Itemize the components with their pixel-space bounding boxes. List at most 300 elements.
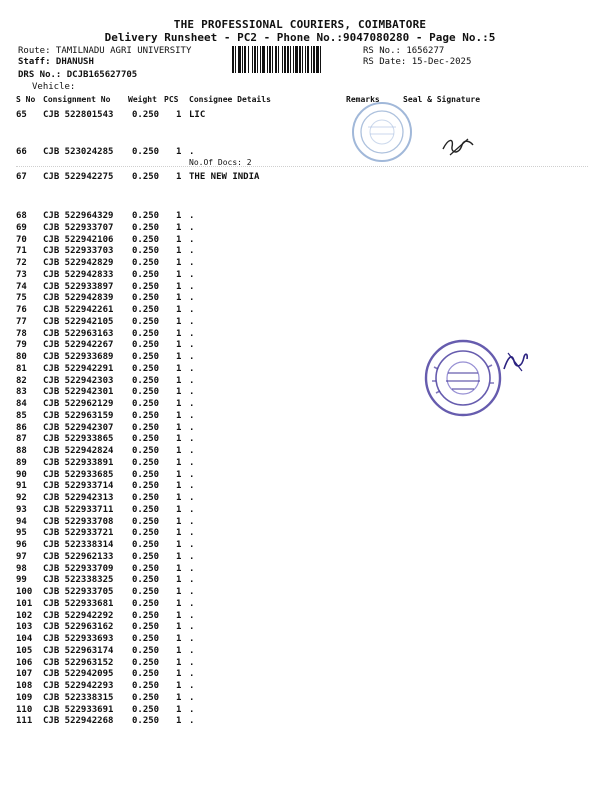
row-consignee: . [189,528,195,539]
row-pcs: 1 [176,387,182,398]
row-pcs: 1 [176,610,182,621]
row-consignment-no: CJB 522962129 [43,399,114,409]
table-row [0,634,600,646]
table-row [0,305,600,317]
row-sno: 85 [16,410,27,421]
row-divider [16,166,588,167]
row-consignment-no: CJB 522942303 [43,375,114,386]
row-consignee: . [189,551,195,562]
row-sno: 81 [16,363,27,374]
row-consignee: . [189,493,195,503]
table-row [0,423,600,435]
row-consignee: THE NEW INDIA [189,172,260,182]
row-weight: 0.250 [132,528,160,539]
row-pcs: 1 [176,493,182,503]
row-pcs: 1 [176,258,182,268]
row-sno: 109 [16,692,33,703]
row-consignee: . [189,434,195,445]
row-consignee: . [189,692,195,703]
row-weight: 0.250 [132,410,160,421]
row-sno: 75 [16,293,27,304]
barcode [232,46,360,73]
row-consignee: . [189,399,195,409]
row-consignment-no: CJB 522942292 [43,610,114,621]
row-weight: 0.250 [132,363,160,374]
row-pcs: 1 [176,563,182,574]
row-consignment-no: CJB 522942267 [43,340,114,351]
row-consignment-no: CJB 522964329 [43,211,114,221]
table-row [0,493,600,505]
row-sno: 82 [16,375,27,386]
row-sno: 90 [16,469,27,480]
row-pcs: 1 [176,446,182,456]
row-consignment-no: CJB 522933681 [43,598,114,609]
row-weight: 0.250 [132,281,160,292]
table-row [0,293,600,305]
col-pcs: PCS [164,95,179,104]
row-sno: 110 [16,704,33,715]
row-pcs: 1 [176,504,182,515]
row-sno: 102 [16,610,33,621]
row-consignee: . [189,457,195,468]
row-consignee: . [189,246,195,257]
row-weight: 0.250 [132,692,160,703]
row-sno: 84 [16,399,27,409]
row-consignee: . [189,622,195,633]
drs-number: DRS No.: DCJB165627705 [18,70,138,80]
row-pcs: 1 [176,481,182,492]
table-row [0,446,600,458]
row-sno: 70 [16,234,27,245]
row-consignment-no: CJB 522933685 [43,469,114,480]
row-consignment-no: CJB 522933691 [43,704,114,715]
row-weight: 0.250 [132,234,160,245]
row-consignee: . [189,258,195,268]
row-weight: 0.250 [132,610,160,621]
table-row [0,376,600,388]
row-consignee: . [189,375,195,386]
table-row [0,646,600,658]
row-consignment-no: CJB 522338325 [43,575,114,586]
row-consignment-no: CJB 522942839 [43,293,114,304]
row-sno: 97 [16,551,27,562]
row-consignment-no: CJB 522801543 [43,110,114,120]
col-sno: S No [16,95,36,104]
row-consignee: LIC [189,110,206,120]
row-sno: 96 [16,540,27,550]
row-sno: 66 [16,147,27,157]
row-consignment-no: CJB 522942268 [43,716,114,727]
row-pcs: 1 [176,704,182,715]
table-row [0,110,600,122]
table-row [0,329,600,341]
runsheet-subtitle: Delivery Runsheet - PC2 - Phone No.:9047080280 - Page No.:5 [104,31,496,44]
row-sno: 105 [16,645,33,656]
row-consignment-no: CJB 522942106 [43,234,114,245]
row-weight: 0.250 [132,246,160,257]
row-consignee: . [189,645,195,656]
row-consignment-no: CJB 522933703 [43,246,114,257]
row-pcs: 1 [176,716,182,727]
row-consignment-no: CJB 522942291 [43,363,114,374]
row-weight: 0.250 [132,457,160,468]
row-weight: 0.250 [132,269,160,280]
row-consignee: . [189,222,195,233]
row-consignment-no: CJB 522942307 [43,422,114,433]
signature-scribble-1 [440,133,476,159]
col-consignee: Consignee Details [189,95,271,104]
seal-stamp-2 [422,337,504,419]
row-pcs: 1 [176,434,182,445]
row-consignee: . [189,147,195,157]
row-consignment-no: CJB 522933897 [43,281,114,292]
table-row [0,434,600,446]
table-row [0,270,600,282]
row-sno: 98 [16,563,27,574]
row-pcs: 1 [176,340,182,351]
table-row [0,540,600,552]
table-row [0,458,600,470]
col-weight: Weight [128,95,157,104]
table-row [0,172,600,184]
row-consignment-no: CJB 522933707 [43,222,114,233]
table-row [0,716,600,728]
row-consignment-no: CJB 522963152 [43,657,114,668]
row-weight: 0.250 [132,493,160,503]
row-consignee: . [189,610,195,621]
table-row [0,564,600,576]
staff-label: Staff: DHANUSH [18,57,94,67]
table-row [0,693,600,705]
row-sno: 83 [16,387,27,398]
row-weight: 0.250 [132,563,160,574]
row-weight: 0.250 [132,622,160,633]
row-pcs: 1 [176,246,182,257]
row-weight: 0.250 [132,481,160,492]
route-label: Route: TAMILNADU AGRI UNIVERSITY [18,46,192,56]
row-weight: 0.250 [132,147,160,157]
row-sno: 103 [16,622,33,633]
row-consignment-no: CJB 522933689 [43,352,114,362]
row-consignee: . [189,316,195,327]
table-header [0,95,600,107]
row-consignee: . [189,504,195,515]
row-weight: 0.250 [132,540,160,550]
row-sno: 73 [16,269,27,280]
row-consignee: . [189,716,195,727]
row-pcs: 1 [176,551,182,562]
row-consignment-no: CJB 522942293 [43,681,114,691]
row-weight: 0.250 [132,316,160,327]
row-weight: 0.250 [132,222,160,233]
row-consignee: . [189,269,195,280]
row-sno: 106 [16,657,33,668]
row-pcs: 1 [176,293,182,304]
row-consignment-no: CJB 522933721 [43,528,114,539]
row-pcs: 1 [176,147,182,157]
row-consignment-no: CJB 522962133 [43,551,114,562]
row-pcs: 1 [176,269,182,280]
row-pcs: 1 [176,634,182,644]
row-consignment-no: CJB 522942275 [43,172,114,182]
row-consignee: . [189,563,195,574]
table-row [0,282,600,294]
table-row [0,411,600,423]
row-consignment-no: CJB 522933709 [43,563,114,574]
row-sno: 87 [16,434,27,445]
row-sno: 72 [16,258,27,268]
table-row [0,235,600,247]
row-sno: 93 [16,504,27,515]
row-consignee: . [189,281,195,292]
table-row [0,246,600,258]
table-row [0,552,600,564]
row-consignee: . [189,363,195,374]
row-consignee: . [189,469,195,480]
row-consignment-no: CJB 522942829 [43,258,114,268]
row-weight: 0.250 [132,434,160,445]
row-pcs: 1 [176,657,182,668]
table-row [0,505,600,517]
row-consignee: . [189,587,195,597]
row-consignee: . [189,598,195,609]
rs-number: RS No.: 1656277 [363,46,445,56]
row-weight: 0.250 [132,516,160,527]
row-pcs: 1 [176,681,182,691]
col-remarks: Remarks [346,95,380,104]
row-weight: 0.250 [132,352,160,362]
table-row [0,587,600,599]
row-sno: 78 [16,328,27,339]
row-consignment-no: CJB 522963174 [43,645,114,656]
row-consignee: . [189,634,195,644]
row-weight: 0.250 [132,575,160,586]
row-pcs: 1 [176,110,182,120]
row-pcs: 1 [176,516,182,527]
row-consignee: . [189,328,195,339]
company-title: THE PROFESSIONAL COURIERS, COIMBATORE [173,18,427,31]
row-pcs: 1 [176,305,182,315]
row-consignee: . [189,481,195,492]
row-sno: 101 [16,598,33,609]
row-pcs: 1 [176,587,182,597]
table-row [0,611,600,623]
row-pcs: 1 [176,222,182,233]
row-pcs: 1 [176,410,182,421]
row-consignment-no: CJB 522933891 [43,457,114,468]
row-pcs: 1 [176,422,182,433]
row-sno: 69 [16,222,27,233]
row-pcs: 1 [176,363,182,374]
row-consignee: . [189,305,195,315]
table-row [0,147,600,159]
row-pcs: 1 [176,669,182,680]
table-row [0,681,600,693]
table-row [0,387,600,399]
row-sno: 77 [16,316,27,327]
row-sno: 107 [16,669,33,680]
row-weight: 0.250 [132,634,160,644]
row-pcs: 1 [176,457,182,468]
row-pcs: 1 [176,622,182,633]
row-consignee: . [189,387,195,398]
seal-stamp-1 [350,100,414,164]
row-pcs: 1 [176,598,182,609]
table-row [0,317,600,329]
row-weight: 0.250 [132,387,160,398]
row-weight: 0.250 [132,422,160,433]
row-consignment-no: CJB 523024285 [43,147,114,157]
row-weight: 0.250 [132,399,160,409]
row-sno: 79 [16,340,27,351]
row-consignment-no: CJB 522933711 [43,504,114,515]
row-consignee: . [189,211,195,221]
row-sno: 108 [16,681,33,691]
row-consignment-no: CJB 522942095 [43,669,114,680]
row-sno: 95 [16,528,27,539]
row-consignment-no: CJB 522942261 [43,305,114,315]
row-consignee: . [189,410,195,421]
row-weight: 0.250 [132,704,160,715]
row-weight: 0.250 [132,645,160,656]
row-sno: 67 [16,172,27,182]
row-consignment-no: CJB 522963162 [43,622,114,633]
row-weight: 0.250 [132,172,160,182]
row-weight: 0.250 [132,669,160,680]
row-consignment-no: CJB 522933708 [43,516,114,527]
row-pcs: 1 [176,352,182,362]
row-pcs: 1 [176,540,182,550]
row-consignment-no: CJB 522963163 [43,328,114,339]
row-consignment-no: CJB 522338314 [43,540,114,550]
row-consignee: . [189,575,195,586]
row-sno: 65 [16,110,27,120]
signature-scribble-2 [500,347,530,375]
row-pcs: 1 [176,469,182,480]
table-row [0,481,600,493]
row-consignee: . [189,704,195,715]
table-row [0,669,600,681]
table-row [0,211,600,223]
row-weight: 0.250 [132,469,160,480]
row-sno: 89 [16,457,27,468]
col-consignment: Consignment No [43,95,111,104]
row-consignee: . [189,657,195,668]
row-weight: 0.250 [132,587,160,597]
row-pcs: 1 [176,211,182,221]
row-consignee: . [189,669,195,680]
row-consignment-no: CJB 522942824 [43,446,114,456]
row-sno: 86 [16,422,27,433]
row-sno: 94 [16,516,27,527]
table-row [0,470,600,482]
row-consignment-no: CJB 522933865 [43,434,114,445]
docs-note: No.Of Docs: 2 [189,158,252,167]
row-pcs: 1 [176,692,182,703]
row-sno: 88 [16,446,27,456]
row-consignee: . [189,234,195,245]
row-weight: 0.250 [132,305,160,315]
rs-date: RS Date: 15-Dec-2025 [363,57,472,67]
row-pcs: 1 [176,316,182,327]
row-sno: 68 [16,211,27,221]
row-sno: 104 [16,634,33,644]
row-weight: 0.250 [132,340,160,351]
barcode-bar [321,46,323,73]
row-consignment-no: CJB 522933714 [43,481,114,492]
row-weight: 0.250 [132,293,160,304]
row-sno: 92 [16,493,27,503]
row-sno: 80 [16,352,27,362]
row-pcs: 1 [176,528,182,539]
table-row [0,705,600,717]
row-consignment-no: CJB 522933705 [43,587,114,597]
row-pcs: 1 [176,645,182,656]
row-weight: 0.250 [132,110,160,120]
row-weight: 0.250 [132,681,160,691]
row-sno: 91 [16,481,27,492]
table-row [0,528,600,540]
row-consignee: . [189,681,195,691]
row-pcs: 1 [176,234,182,245]
table-row [0,658,600,670]
row-sno: 74 [16,281,27,292]
row-sno: 111 [16,716,33,727]
row-sno: 100 [16,587,33,597]
row-weight: 0.250 [132,657,160,668]
row-pcs: 1 [176,281,182,292]
row-weight: 0.250 [132,598,160,609]
table-row [0,575,600,587]
row-pcs: 1 [176,375,182,386]
row-consignee: . [189,293,195,304]
row-weight: 0.250 [132,551,160,562]
row-weight: 0.250 [132,504,160,515]
row-weight: 0.250 [132,211,160,221]
row-consignment-no: CJB 522338315 [43,692,114,703]
row-consignee: . [189,352,195,362]
col-seal: Seal & Signature [403,95,481,104]
row-consignment-no: CJB 522942105 [43,316,114,327]
table-row [0,517,600,529]
row-weight: 0.250 [132,258,160,268]
row-pcs: 1 [176,172,182,182]
table-row [0,258,600,270]
row-consignment-no: CJB 522942313 [43,493,114,503]
row-pcs: 1 [176,328,182,339]
row-consignment-no: CJB 522933693 [43,634,114,644]
row-sno: 71 [16,246,27,257]
row-consignment-no: CJB 522963159 [43,410,114,421]
row-pcs: 1 [176,575,182,586]
table-row [0,399,600,411]
row-consignment-no: CJB 522942833 [43,269,114,280]
row-weight: 0.250 [132,446,160,456]
table-row [0,223,600,235]
row-weight: 0.250 [132,375,160,386]
table-row [0,622,600,634]
row-consignee: . [189,340,195,351]
table-row [0,599,600,611]
row-consignee: . [189,516,195,527]
vehicle-label: Vehicle: [32,82,76,92]
row-sno: 99 [16,575,27,586]
row-consignee: . [189,446,195,456]
row-weight: 0.250 [132,716,160,727]
row-consignment-no: CJB 522942301 [43,387,114,398]
row-consignee: . [189,422,195,433]
row-consignee: . [189,540,195,550]
